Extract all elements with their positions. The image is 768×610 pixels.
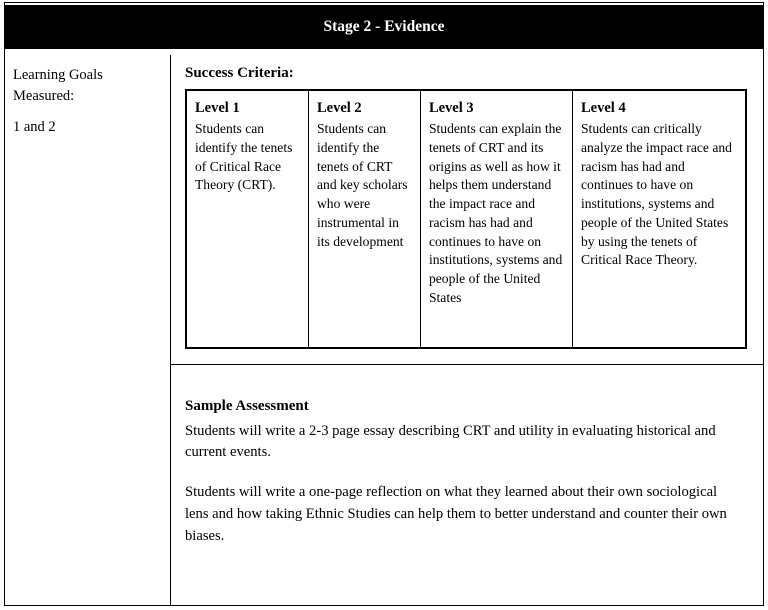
success-criteria-section — [171, 55, 763, 365]
success-criteria-title: Success Criteria: — [185, 65, 294, 81]
level-1-cell — [187, 91, 309, 347]
stage-header-title: Stage 2 - Evidence — [323, 18, 445, 35]
learning-goals-cell — [5, 55, 171, 606]
level-4-text: Students can critically analyze the impact race and racism has had and continues to have on institutions, systems and people of the United States by using the tenets of Critical Race Theory. — [581, 121, 732, 268]
level-3-title: Level 3 — [428, 100, 474, 116]
level-2-title: Level 2 — [316, 100, 362, 116]
level-2-cell — [309, 91, 421, 347]
sample-assessment-title: Sample Assessment — [185, 398, 309, 414]
sample-assessment-paragraph-2: Students will write a one-page reflection on what they learned about their own sociological lens and how taking Ethnic Studies can help them to better understand and counter their own biases. — [185, 484, 727, 545]
level-4-title: Level 4 — [581, 100, 626, 116]
level-3-cell — [421, 91, 573, 347]
level-1-title: Level 1 — [195, 100, 240, 116]
stage-body — [5, 55, 763, 606]
level-1-text: Students can identify the tenets of Critical Race Theory (CRT). — [195, 121, 293, 193]
learning-goals-values: 1 and 2 — [13, 119, 56, 136]
evidence-content — [171, 55, 763, 606]
level-3-text: Students can explain the tenets of CRT and its origins as well as how it helps them understand the impact race and racism has had and continues to have on institutions, systems and people of the United States — [428, 121, 563, 305]
learning-goals-label-line1: Learning Goals — [13, 67, 103, 83]
levels-table — [185, 89, 747, 349]
sample-assessment-section — [171, 365, 763, 548]
stage-header — [5, 5, 763, 49]
sample-assessment-paragraph-1: Students will write a 2-3 page essay describing CRT and utility in evaluating historical and current events. — [185, 422, 716, 461]
level-4-cell — [573, 91, 745, 347]
level-2-text: Students can identify the tenets of CRT and key scholars who were instrumental in its development — [316, 121, 408, 249]
learning-goals-label-line2: Measured: — [13, 88, 75, 105]
